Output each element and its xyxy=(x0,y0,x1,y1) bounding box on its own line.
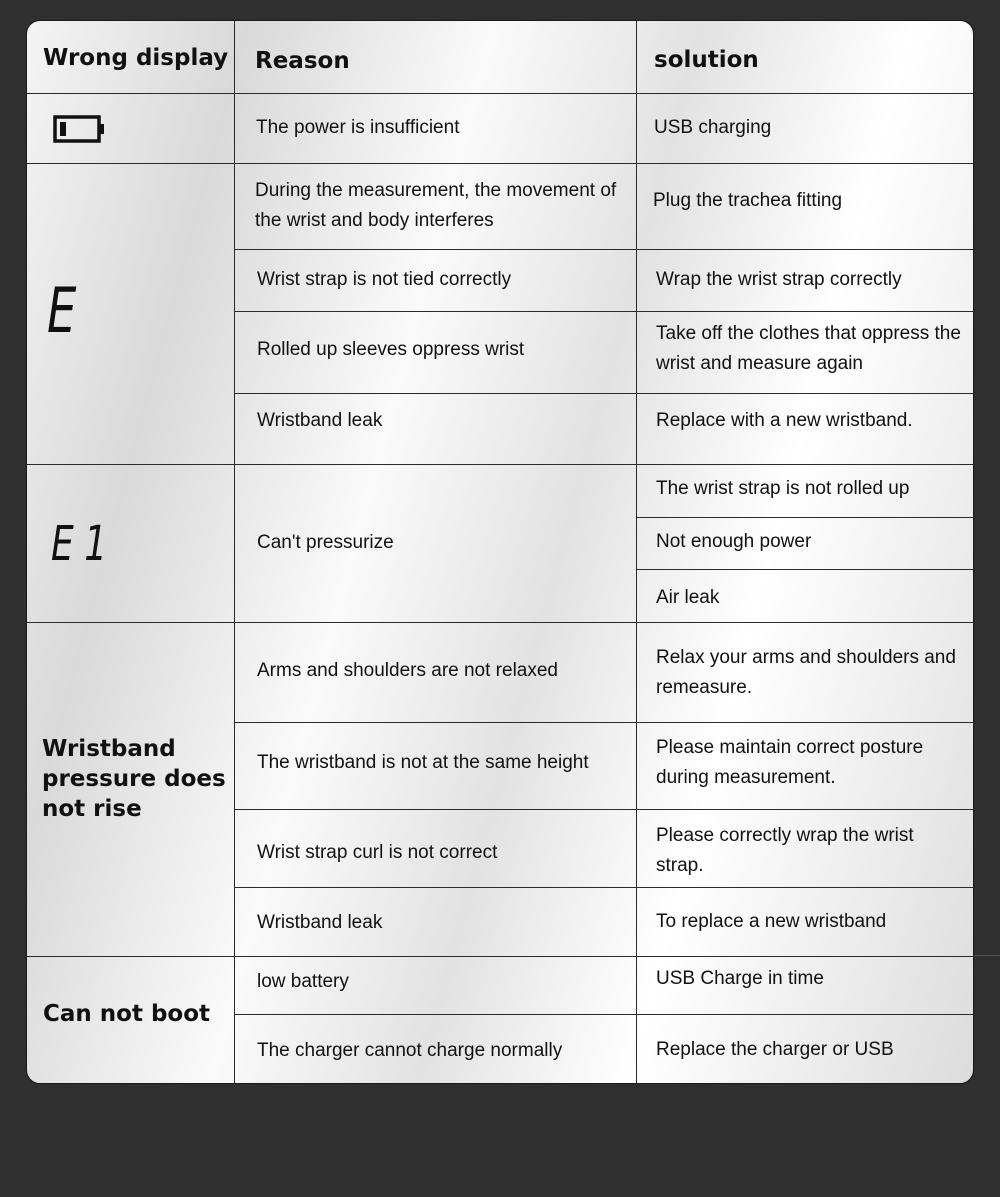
boot-reason-2: The charger cannot charge normally xyxy=(257,1040,563,1061)
row-divider xyxy=(234,887,974,888)
header-wrong-display: Wrong display xyxy=(43,45,229,71)
error-code-e-text: E xyxy=(47,274,83,347)
row-divider xyxy=(27,93,974,94)
e1-solution-1: The wrist strap is not rolled up xyxy=(656,478,910,499)
pressure-solution-1: Relax your arms and shoulders and remeasure. xyxy=(656,647,956,698)
row-divider xyxy=(234,722,974,723)
row-divider xyxy=(27,956,974,957)
header-solution: solution xyxy=(654,47,759,73)
boot-label: Can not boot xyxy=(43,1001,211,1027)
e-solution-3: Take off the clothes that oppress the wrist and measure again xyxy=(656,323,961,374)
row-divider xyxy=(234,393,974,394)
row-divider xyxy=(27,163,974,164)
low-battery-icon xyxy=(53,111,113,147)
pressure-reason-3: Wrist strap curl is not correct xyxy=(257,842,498,863)
pressure-solution-2: Please maintain correct posture during measurement. xyxy=(656,737,924,788)
row-divider xyxy=(636,517,974,518)
e-reason-4: Wristband leak xyxy=(257,410,383,431)
pressure-reason-2: The wristband is not at the same height xyxy=(257,752,589,773)
e-solution-2: Wrap the wrist strap correctly xyxy=(656,269,902,290)
column-divider xyxy=(234,21,235,1084)
battery-solution: USB charging xyxy=(654,117,772,138)
error-code-e1-text: E1 xyxy=(51,516,118,572)
boot-solution-2: Replace the charger or USB xyxy=(656,1039,894,1060)
troubleshooting-table xyxy=(26,20,974,1084)
e-reason-2: Wrist strap is not tied correctly xyxy=(257,269,512,290)
e1-solution-3: Air leak xyxy=(656,587,720,608)
e1-solution-2: Not enough power xyxy=(656,531,812,552)
pressure-reason-1: Arms and shoulders are not relaxed xyxy=(257,660,558,681)
boot-solution-1: USB Charge in time xyxy=(656,968,824,989)
boot-reason-1: low battery xyxy=(257,971,349,992)
e1-reason: Can't pressurize xyxy=(257,532,394,553)
battery-reason: The power is insufficient xyxy=(256,117,460,138)
error-code-e1 xyxy=(51,509,191,579)
row-divider xyxy=(234,809,974,810)
e-reason-1: During the measurement, the movement of the wrist and body interferes xyxy=(255,180,617,231)
e-solution-4: Replace with a new wristband. xyxy=(656,410,913,431)
pressure-reason-4: Wristband leak xyxy=(257,912,383,933)
row-divider xyxy=(636,569,974,570)
error-code-e xyxy=(47,271,167,351)
row-divider xyxy=(234,311,974,312)
pressure-solution-4: To replace a new wristband xyxy=(656,911,887,932)
edge-divider xyxy=(974,955,1000,956)
pressure-solution-3: Please correctly wrap the wrist strap. xyxy=(656,825,914,876)
row-divider xyxy=(27,464,974,465)
e-solution-1: Plug the trachea fitting xyxy=(653,190,843,211)
row-divider xyxy=(234,1014,974,1015)
column-divider xyxy=(636,21,637,1084)
row-divider xyxy=(234,249,974,250)
pressure-label: Wristband pressure does not rise xyxy=(42,736,226,822)
header-reason: Reason xyxy=(255,48,350,74)
row-divider xyxy=(27,622,974,623)
e-reason-3: Rolled up sleeves oppress wrist xyxy=(257,339,525,360)
